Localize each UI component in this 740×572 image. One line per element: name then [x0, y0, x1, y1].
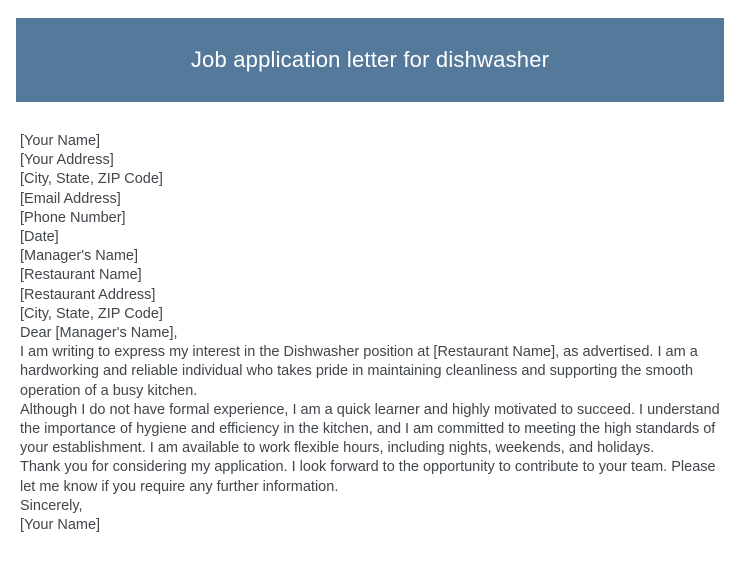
- sender-line: [Phone Number]: [20, 209, 126, 226]
- sender-line: [Email Address]: [20, 190, 121, 207]
- letter-body: [20, 132, 724, 535]
- letter-paragraph: I am writing to express my interest in the Dishwasher position at [Restaurant Name], as advertised. I am a hardworking and reliable individual who takes pride in maintaining cleanliness and supporting the smooth operation of a busy kitchen.: [20, 344, 698, 399]
- page-title: Job application letter for dishwasher: [190, 46, 550, 72]
- recipient-line: [City, State, ZIP Code]: [20, 305, 163, 322]
- recipient-line: [Restaurant Address]: [20, 286, 156, 303]
- signature: [Your Name]: [20, 517, 101, 534]
- sender-line: [Your Address]: [20, 152, 114, 169]
- sender-line: [Date]: [20, 229, 59, 246]
- recipient-address-block: [20, 247, 724, 324]
- sender-line: [Your Name]: [20, 133, 101, 149]
- closing: Sincerely,: [20, 497, 83, 514]
- recipient-line: [Manager's Name]: [20, 248, 139, 265]
- letter-paragraph: Although I do not have formal experience, I am a quick learner and highly motivated to succeed. I understand the importance of hygiene and efficiency in the kitchen, and I am committed to meeting the high standards of your establishment. I am available to work flexible hours, including nights, weekends, and holidays.: [20, 401, 720, 457]
- recipient-line: [Restaurant Name]: [20, 267, 142, 284]
- sender-line: [City, State, ZIP Code]: [20, 171, 163, 188]
- salutation: Dear [Manager's Name],: [20, 325, 178, 342]
- sender-address-block: [20, 132, 724, 247]
- document-header-banner: [16, 18, 724, 102]
- letter-paragraph: Thank you for considering my application. I look forward to the opportunity to contribute to your team. Please let me know if you require any further information.: [20, 459, 716, 495]
